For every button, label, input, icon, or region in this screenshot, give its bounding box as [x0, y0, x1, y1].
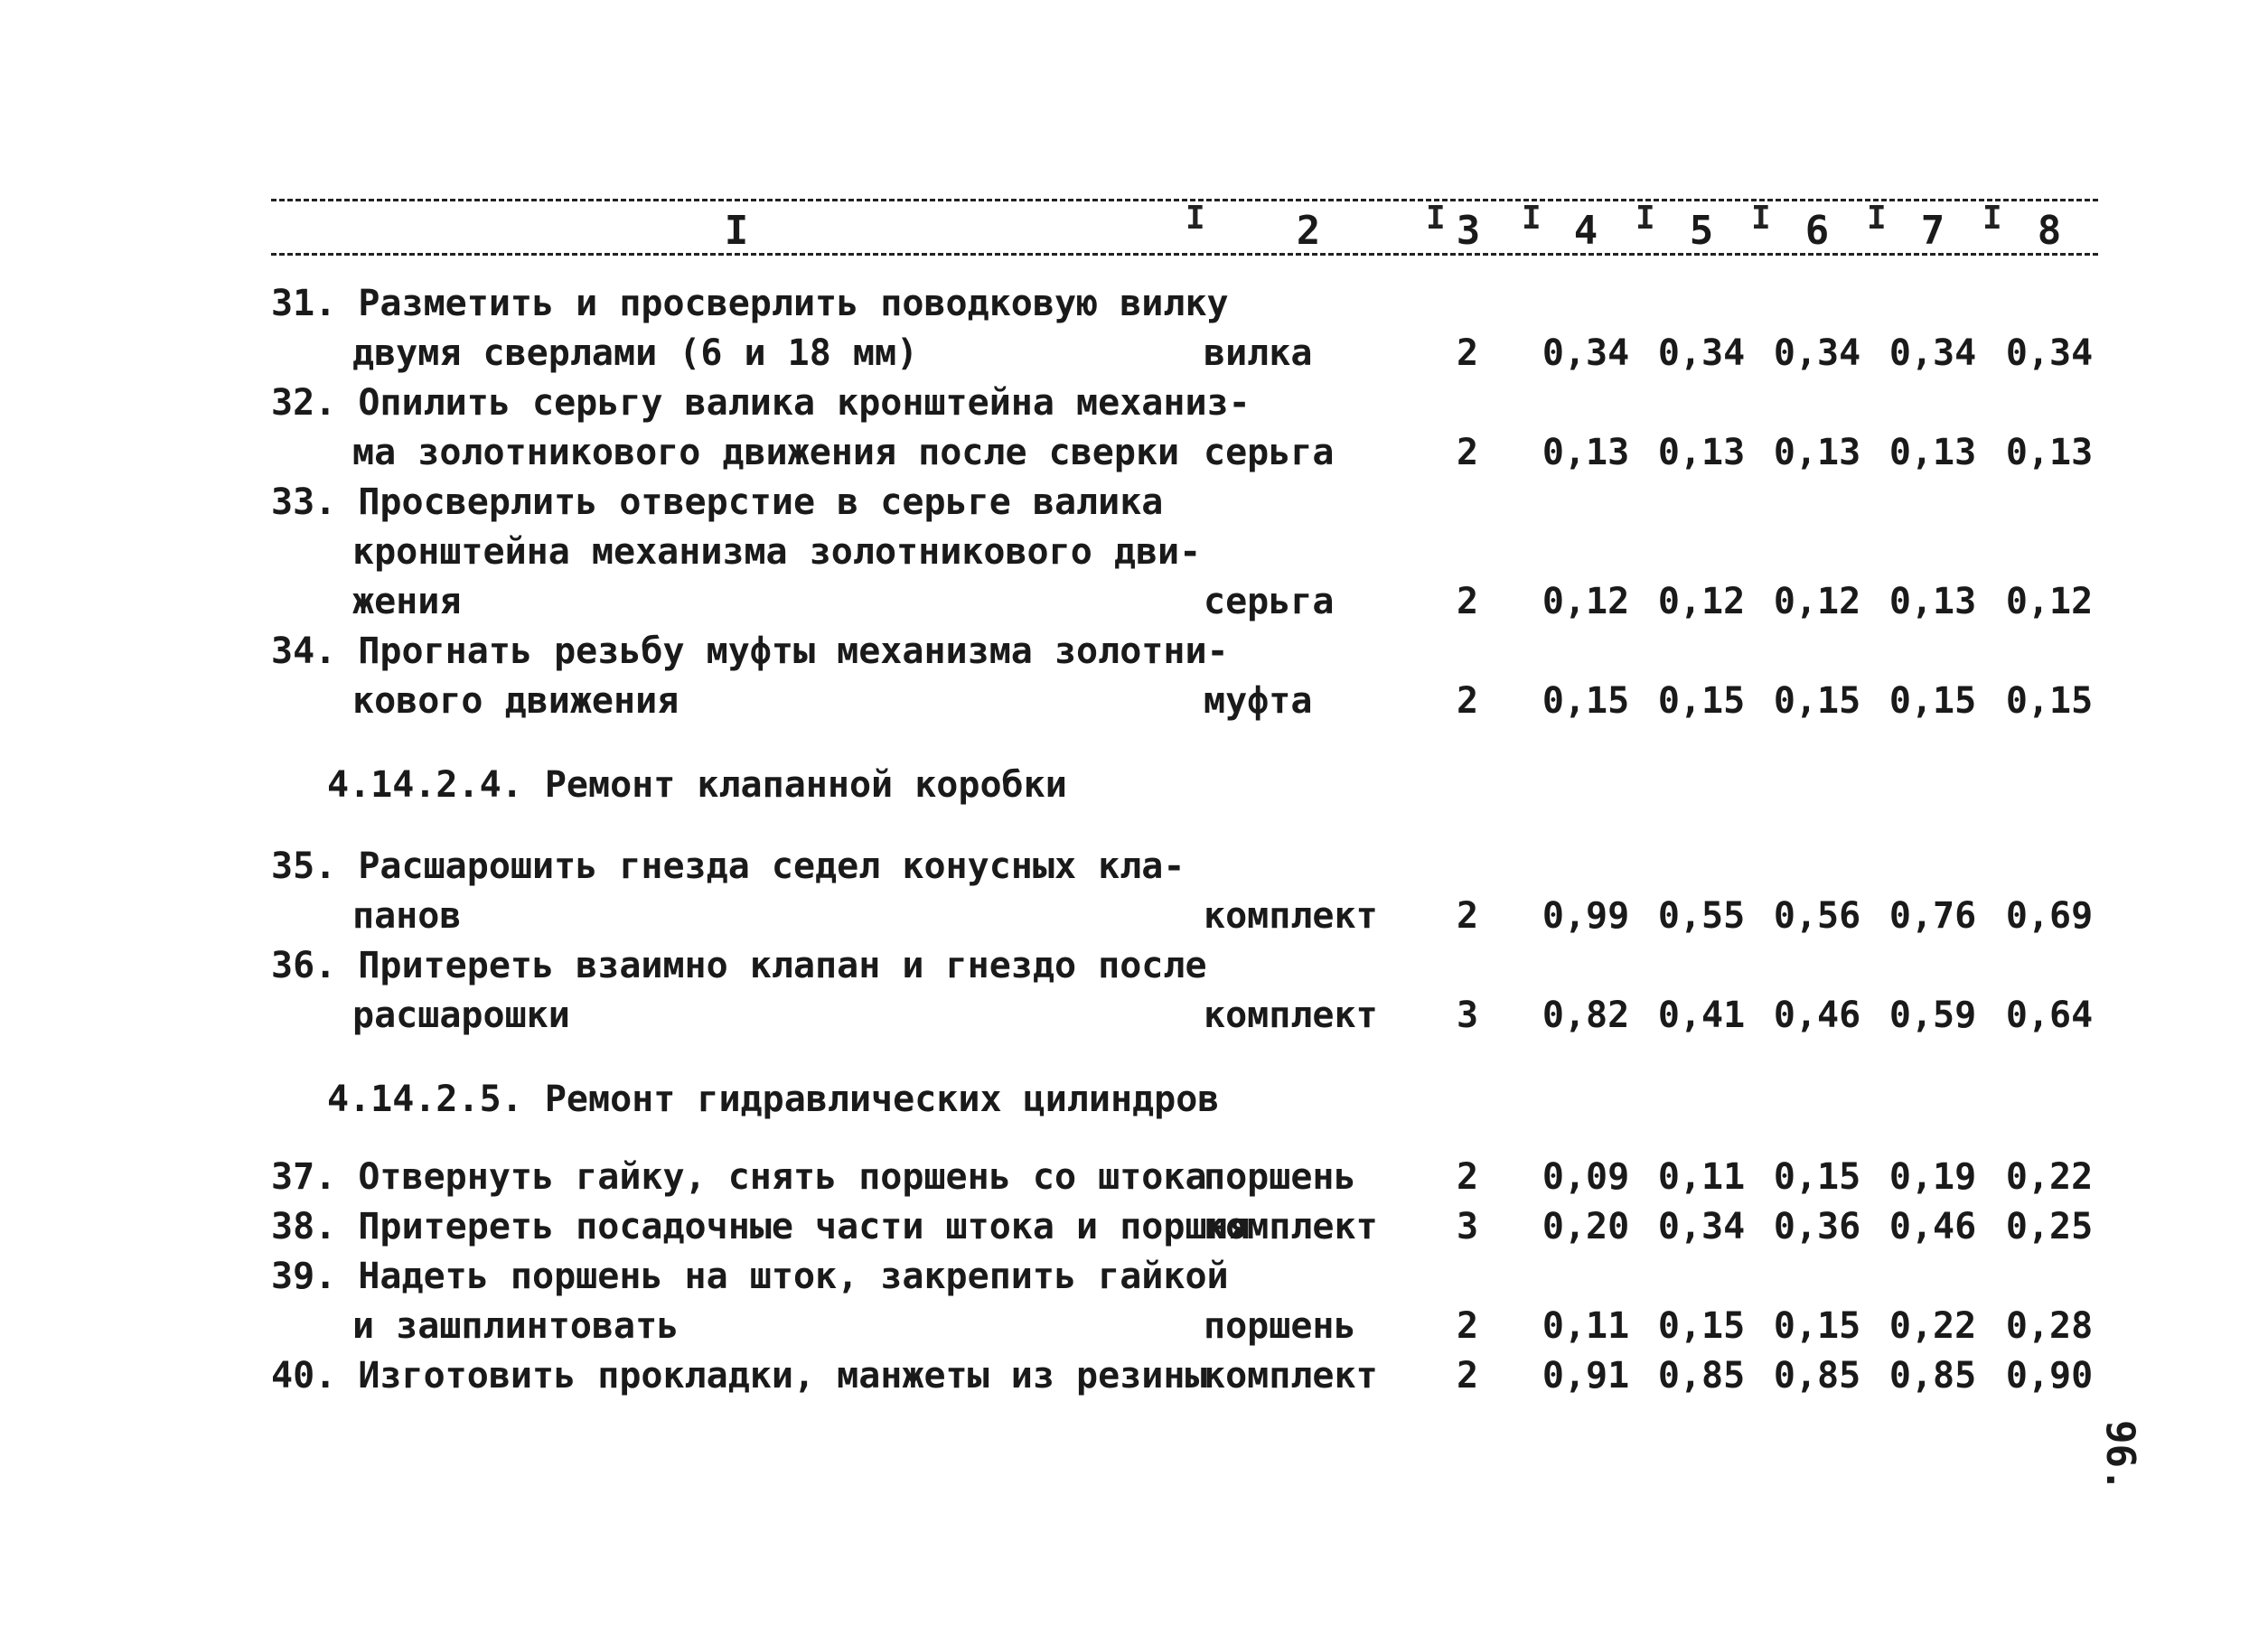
section-heading: 4.14.2.4. Ремонт клапанной коробки: [327, 764, 1067, 806]
row-line: 36. Притереть взаимно клапан и гнездо после: [271, 945, 1207, 986]
table-row-text: [271, 478, 1201, 627]
row-value: 0,36: [1773, 1206, 1861, 1247]
header-top-rule: [271, 199, 2098, 201]
row-value: 0,85: [1657, 1355, 1746, 1397]
row-unit: поршень: [1204, 1156, 1356, 1198]
row-value: 0,13: [2005, 432, 2094, 473]
row-line: и зашплинтовать: [352, 1305, 679, 1347]
row-value: 0,56: [1773, 895, 1861, 937]
row-unit: вилка: [1204, 332, 1313, 374]
row-value: 0,15: [1773, 1305, 1861, 1347]
row-value: 0,55: [1657, 895, 1746, 937]
row-value: 0,99: [1542, 895, 1630, 937]
row-value: 0,12: [1657, 581, 1746, 622]
row-value: 0,34: [1888, 332, 1977, 374]
header-separator: I: [1751, 200, 1771, 237]
row-value: 0,85: [1773, 1355, 1861, 1397]
row-line: 38. Притереть посадочные части штока и поршня: [271, 1206, 1251, 1247]
row-category: 3: [1457, 1206, 1479, 1247]
table-row-text: [271, 1202, 1251, 1252]
row-value: 0,19: [1888, 1156, 1977, 1198]
row-category: 2: [1457, 1156, 1479, 1198]
row-category: 2: [1457, 895, 1479, 937]
row-value: 0,34: [1542, 332, 1630, 374]
row-value: 0,15: [1773, 680, 1861, 722]
row-category: 2: [1457, 1355, 1479, 1397]
row-line: 33. Просверлить отверстие в серьге валика: [271, 481, 1164, 523]
row-value: 0,34: [1657, 332, 1746, 374]
header-separator: I: [1867, 200, 1887, 237]
row-unit: комплект: [1204, 1206, 1378, 1247]
row-line: 40. Изготовить прокладки, манжеты из резины: [271, 1355, 1207, 1397]
row-line: 39. Надеть поршень на шток, закрепить гайкой: [271, 1256, 1229, 1297]
row-value: 0,12: [1773, 581, 1861, 622]
section-heading: 4.14.2.5. Ремонт гидравлических цилиндров: [327, 1079, 1220, 1120]
row-category: 2: [1457, 432, 1479, 473]
row-line: расшарошки: [352, 995, 570, 1036]
row-line: панов: [352, 895, 462, 937]
row-value: 0,46: [1888, 1206, 1977, 1247]
row-value: 0,34: [2005, 332, 2094, 374]
header-col-4: 4: [1573, 208, 1598, 254]
row-value: 0,13: [1888, 581, 1977, 622]
row-value: 0,34: [1773, 332, 1861, 374]
row-value: 0,91: [1542, 1355, 1630, 1397]
row-value: 0,11: [1542, 1305, 1630, 1347]
table-row-text: [271, 378, 1251, 478]
row-category: 3: [1457, 995, 1479, 1036]
header-col-1: I: [724, 208, 749, 254]
row-unit: муфта: [1204, 680, 1313, 722]
header-separator: I: [1982, 200, 2002, 237]
row-category: 2: [1457, 332, 1479, 374]
table-row-text: [271, 842, 1185, 941]
table-row-text: [271, 627, 1229, 726]
row-line: 37. Отвернуть гайку, снять поршень со штока: [271, 1156, 1207, 1198]
header-separator: I: [1426, 200, 1446, 237]
row-value: 0,22: [1888, 1305, 1977, 1347]
row-value: 0,15: [1542, 680, 1630, 722]
row-line: кронштейна механизма золотникового дви-: [352, 531, 1202, 573]
row-unit: комплект: [1204, 995, 1378, 1036]
header-separator: I: [1186, 200, 1205, 237]
row-value: 0,22: [2005, 1156, 2094, 1198]
table-row-text: [271, 279, 1229, 378]
row-unit: комплект: [1204, 1355, 1378, 1397]
row-value: 0,15: [1657, 680, 1746, 722]
row-line: 31. Разметить и просверлить поводковую вилку: [271, 283, 1229, 324]
row-value: 0,25: [2005, 1206, 2094, 1247]
row-value: 0,59: [1888, 995, 1977, 1036]
row-line: кового движения: [352, 680, 679, 722]
row-value: 0,69: [2005, 895, 2094, 937]
row-value: 0,82: [1542, 995, 1630, 1036]
row-value: 0,11: [1657, 1156, 1746, 1198]
row-category: 2: [1457, 1305, 1479, 1347]
row-unit: серьга: [1204, 432, 1335, 473]
row-unit: серьга: [1204, 581, 1335, 622]
row-value: 0,13: [1542, 432, 1630, 473]
row-value: 0,13: [1657, 432, 1746, 473]
row-unit: комплект: [1204, 895, 1378, 937]
row-line: 32. Опилить серьгу валика кронштейна механиз-: [271, 382, 1251, 424]
row-value: 0,13: [1773, 432, 1861, 473]
row-value: 0,12: [1542, 581, 1630, 622]
row-value: 0,46: [1773, 995, 1861, 1036]
header-col-5: 5: [1689, 208, 1714, 254]
row-line: 35. Расшарошить гнезда седел конусных кла-: [271, 846, 1186, 887]
row-value: 0,28: [2005, 1305, 2094, 1347]
header-separator: I: [1635, 200, 1655, 237]
row-line: жения: [352, 581, 462, 622]
row-line: двумя сверлами (6 и 18 мм): [352, 332, 919, 374]
row-value: 0,15: [2005, 680, 2094, 722]
row-value: 0,15: [1773, 1156, 1861, 1198]
row-value: 0,34: [1657, 1206, 1746, 1247]
table-row-text: [271, 1153, 1207, 1202]
row-value: 0,13: [1888, 432, 1977, 473]
row-value: 0,41: [1657, 995, 1746, 1036]
row-value: 0,15: [1888, 680, 1977, 722]
row-value: 0,12: [2005, 581, 2094, 622]
table-row-text: [271, 941, 1207, 1041]
row-category: 2: [1457, 581, 1479, 622]
row-value: 0,85: [1888, 1355, 1977, 1397]
row-category: 2: [1457, 680, 1479, 722]
row-value: 0,76: [1888, 895, 1977, 937]
row-value: 0,15: [1657, 1305, 1746, 1347]
row-value: 0,90: [2005, 1355, 2094, 1397]
header-col-6: 6: [1804, 208, 1830, 254]
row-value: 0,64: [2005, 995, 2094, 1036]
row-value: 0,20: [1542, 1206, 1630, 1247]
row-value: 0,09: [1542, 1156, 1630, 1198]
header-col-2: 2: [1296, 208, 1321, 254]
header-col-3: 3: [1456, 208, 1481, 254]
row-unit: поршень: [1204, 1305, 1356, 1347]
table-row-text: [271, 1351, 1207, 1401]
row-line: ма золотникового движения после сверки: [352, 432, 1180, 473]
page-number: 96.: [2097, 1420, 2143, 1492]
header-separator: I: [1522, 200, 1542, 237]
row-line: 34. Прогнать резьбу муфты механизма золотни-: [271, 631, 1229, 672]
header-col-7: 7: [1920, 208, 1945, 254]
header-col-8: 8: [2037, 208, 2062, 254]
table-row-text: [271, 1252, 1229, 1351]
